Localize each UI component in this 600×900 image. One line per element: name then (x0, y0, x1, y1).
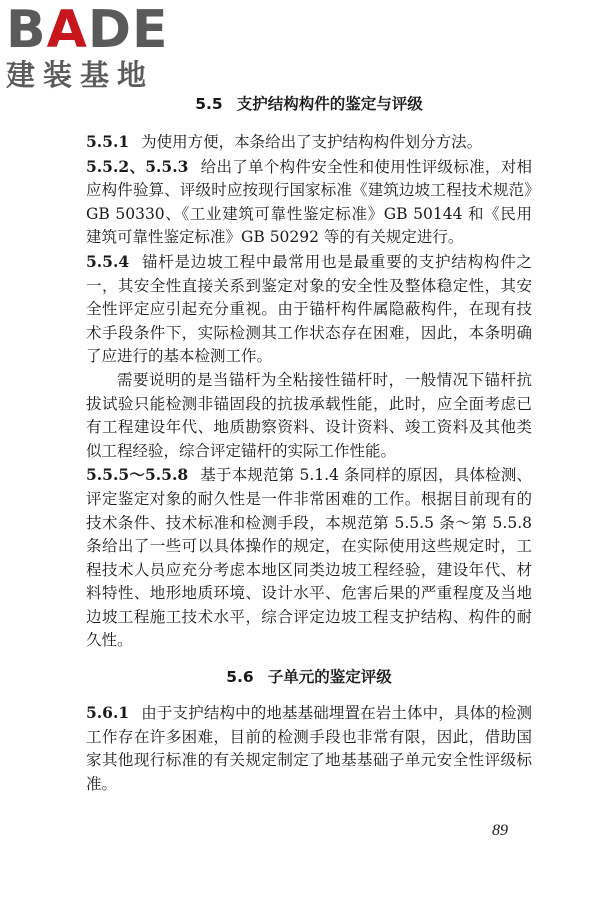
section-heading-5-5: 5.5 支护结构构件的鉴定与评级 (195, 95, 423, 113)
logo-subtitle: 建装基地 (6, 58, 155, 92)
logo-wordmark: BADE (6, 0, 169, 60)
page-number: 89 (492, 822, 508, 839)
paragraph: 需要说明的是当锚杆为全粘接性锚杆时，一般情况下锚杆抗拔试验只能检测非锚固段的抗拔承载性能，此时，应全面考虑已有工程建设年代、地质勘察资料、设计资料、竣工资料及其他类似工程经验，综合评定锚杆的实际工作性能。 (86, 370, 532, 460)
clause-number: 5.5.5～5.5.8 (86, 465, 189, 485)
section-heading-5-6: 5.6 子单元的鉴定评级 (226, 668, 392, 687)
paragraph: 5.5.2、5.5.3 给出了单个构件安全性和使用性评级标准，对相应构件验算、评级时应按现行国家标准《建筑边坡工程技术规范》GB 50330、《工业建筑可靠性鉴定标准》GB 50144 和《民用建筑可靠性鉴定标准》GB 50292 等的有关规定进行。 (86, 156, 532, 247)
logo (6, 0, 176, 92)
paragraph: 5.5.1 为使用方便，本条给出了支护结构构件划分方法。 (86, 132, 483, 151)
paragraph: 5.5.5～5.5.8 基于本规范第 5.1.4 条同样的原因，具体检测、评定鉴定对象的耐久性是一件非常困难的工作。根据目前现有的技术条件、技术标准和检测手段，本规范第 5.5.5 条～第 5.5.8 条给出了一些可以具体操作的规定，在实际使用这些规定时，工程技术人员应充分考虑本地区同类边坡工程经验，建设年代、材料特性、地形地质环境、设计水平、危害后果的严重程度及当地边坡工程施工技术水平，综合评定边坡工程支护结构、构件的耐久性。 (86, 465, 533, 650)
page-content (86, 92, 532, 796)
clause-number: 5.5.4 (86, 251, 130, 271)
paragraph: 5.5.4 锚杆是边坡工程中最常用也是最重要的支护结构构件之一，其安全性直接关系到鉴定对象的安全性及整体稳定性，其安全性评定应引起充分重视。由于锚杆构件属隐蔽构件，在现有技术手段条件下，实际检测其工作状态存在困难，因此，本条明确了应进行的基本检测工作。 (86, 251, 532, 366)
clause-number: 5.5.2、5.5.3 (86, 156, 189, 176)
paragraph: 5.6.1 由于支护结构中的地基基础埋置在岩土体中，具体的检测工作存在许多困难，目前的检测手段也非常有限，因此，借助国家其他现行标准的有关规定制定了地基基础子单元安全性评级标准。 (86, 703, 532, 793)
clause-number: 5.6.1 (86, 703, 130, 723)
clause-number: 5.5.1 (86, 132, 130, 151)
